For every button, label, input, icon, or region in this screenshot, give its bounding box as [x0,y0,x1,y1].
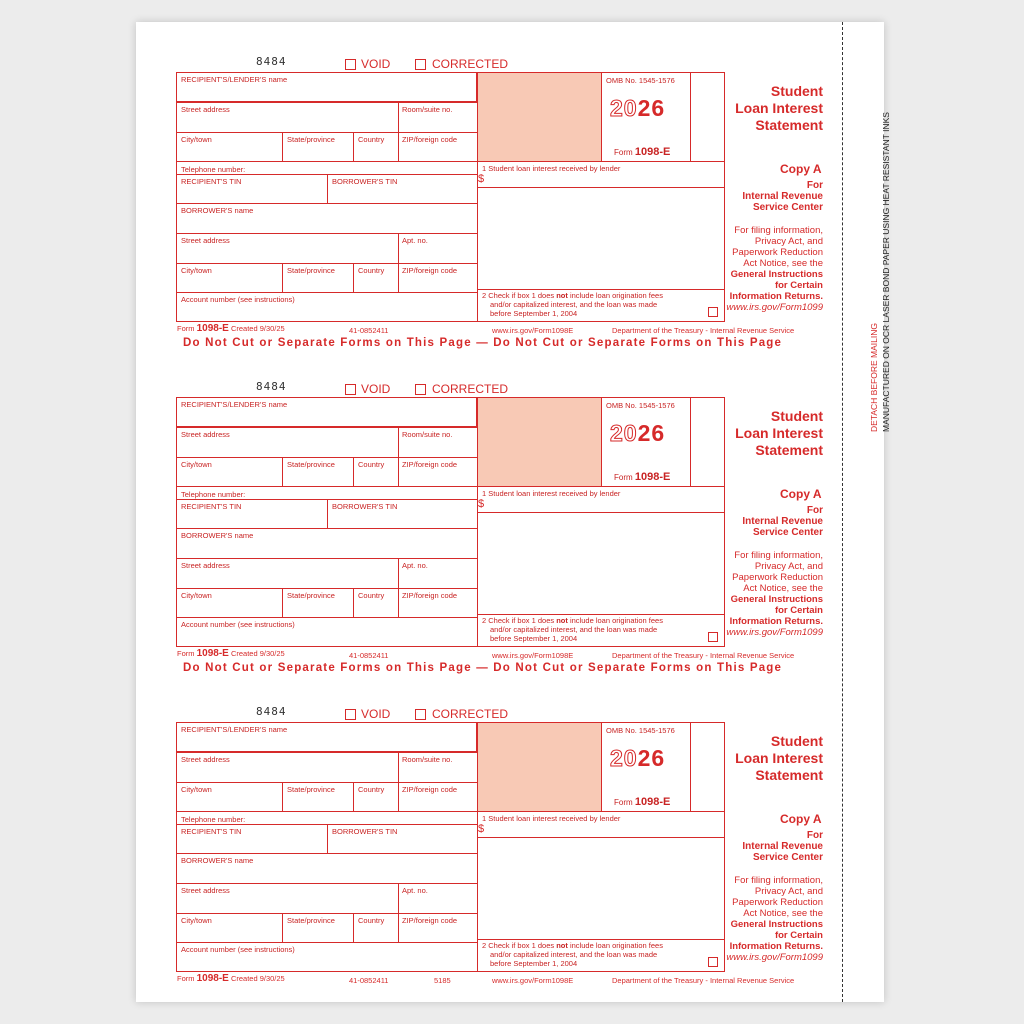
box1-label: 1 Student loan interest received by lender [482,814,621,823]
borrower-country-label: Country [358,591,385,600]
filing-line: Privacy Act, and [754,236,823,247]
room-suite-label: Room/suite no. [402,755,453,764]
filing-line: Privacy Act, and [754,886,823,897]
filing-url: www.irs.gov/Form1099 [726,302,823,313]
footer-ein: 41-0852411 [349,326,389,335]
copy-for [700,505,823,538]
corrected-checkbox[interactable] [415,59,426,70]
form-1098e-copy [0,25,1024,350]
title-line: Loan Interest [735,425,823,441]
recipient-tin-label: RECIPIENT'S TIN [181,502,242,511]
form-code: 8484 [256,55,287,68]
divider [601,397,602,486]
box1-amount-field[interactable] [478,813,724,837]
filing-line: Act Notice, see the [743,908,823,919]
dollar-sign: $ [478,823,485,835]
box1-label: 1 Student loan interest received by lender [482,489,621,498]
omb-number: OMB No. 1545-1576 [606,76,675,85]
divider [398,132,399,161]
box2-label-line3: before September 1, 2004 [490,634,578,643]
divider [690,811,724,812]
recipient-name-field[interactable] [176,72,477,102]
divider [282,132,283,161]
form-code: 8484 [256,705,287,718]
manufacturing-notice: MANUFACTURED ON OCR LASER BOND PAPER USING HEAT RESISTANT INKS [881,112,891,432]
divider [282,913,283,942]
divider [176,263,477,264]
divider [477,187,725,188]
divider [477,289,725,290]
divider [398,752,399,782]
void-label: VOID [361,707,391,721]
divider [176,203,477,204]
recipient-name-label: RECIPIENT'S/LENDER'S name [181,400,288,409]
title-line: Loan Interest [735,100,823,116]
title-line: Student [770,83,823,99]
divider [176,161,724,162]
filing-line: General Instructions [730,269,823,280]
copy-for-line: Internal Revenue [742,516,823,527]
divider [327,174,328,203]
recipient-name-field[interactable] [176,397,477,427]
borrower-zip-label: ZIP/foreign code [402,591,458,600]
apt-label: Apt. no. [402,236,428,245]
form-1098e-copy [0,675,1024,1000]
room-suite-label: Room/suite no. [402,105,453,114]
borrower-street-label: Street address [181,236,230,245]
account-number-label: Account number (see instructions) [181,620,295,629]
divider [690,486,724,487]
borrower-name-label: BORROWER'S name [181,856,254,865]
copy-for-line: Service Center [752,527,823,538]
divider [282,263,283,292]
void-checkbox[interactable] [345,384,356,395]
void-label: VOID [361,382,391,396]
corrected-checkbox[interactable] [415,709,426,720]
filing-line: Information Returns. [729,291,823,302]
form-name-top: Form 1098-E [614,796,671,808]
footer-dept: Department of the Treasury - Internal Revenue Service [612,651,795,660]
tax-year: 2026 [610,420,666,446]
divider [176,913,477,914]
box2-label-line1: 2 Check if box 1 does not include loan origination fees [482,291,663,300]
apt-label: Apt. no. [402,886,428,895]
divider [176,617,477,618]
filing-url: www.irs.gov/Form1099 [726,952,823,963]
filing-info [713,875,823,963]
box2-label-line2: and/or capitalized interest, and the loan was made [490,625,658,634]
divider [398,233,399,263]
filing-info [713,225,823,313]
filing-line: Privacy Act, and [754,561,823,572]
form-title [700,83,823,134]
city-label: City/town [181,460,212,469]
filing-line: Information Returns. [729,616,823,627]
borrower-tin-label: BORROWER'S TIN [332,177,398,186]
title-line: Statement [755,767,823,783]
corrected-label: CORRECTED [432,707,509,721]
footer-dept: Department of the Treasury - Internal Revenue Service [612,976,795,985]
void-label: VOID [361,57,391,71]
borrower-tin-label: BORROWER'S TIN [332,502,398,511]
divider [353,588,354,617]
copy-for [700,830,823,863]
filing-line: Paperwork Reduction [732,572,823,583]
title-line: Statement [755,117,823,133]
street-address-label: Street address [181,105,230,114]
divider [176,811,724,812]
corrected-checkbox[interactable] [415,384,426,395]
box2-label-line1: 2 Check if box 1 does not include loan origination fees [482,616,663,625]
copy-for-line: Internal Revenue [742,841,823,852]
filing-url: www.irs.gov/Form1099 [726,627,823,638]
divider [176,486,724,487]
corrected-label: CORRECTED [432,57,509,71]
divider [398,588,399,617]
borrower-country-label: Country [358,916,385,925]
divider [176,528,477,529]
corrected-label: CORRECTED [432,382,509,396]
shaded-box [478,398,601,486]
box2-label-line2: and/or capitalized interest, and the loan was made [490,950,658,959]
divider [176,292,477,293]
detach-notice: DETACH BEFORE MAILING [869,323,879,432]
divider [282,588,283,617]
form-code: 8484 [256,380,287,393]
recipient-name-field[interactable] [176,722,477,752]
divider [282,782,283,811]
filing-line: for Certain [774,605,823,616]
copy-for-line: Service Center [752,202,823,213]
state-label: State/province [287,460,335,469]
copy-label: Copy A [780,812,822,826]
borrower-city-label: City/town [181,591,212,600]
divider [353,457,354,486]
borrower-street-label: Street address [181,886,230,895]
shaded-box [478,723,601,811]
title-line: Student [770,408,823,424]
country-label: Country [358,785,385,794]
footer-form: Form 1098-E Created 9/30/25 [177,973,285,984]
zip-label: ZIP/foreign code [402,785,458,794]
divider [690,72,691,161]
filing-line: Paperwork Reduction [732,897,823,908]
void-checkbox[interactable] [345,709,356,720]
city-label: City/town [181,135,212,144]
title-line: Statement [755,442,823,458]
divider [398,427,399,457]
divider [176,427,477,428]
dollar-sign: $ [478,173,485,185]
telephone-label: Telephone number: [181,165,246,174]
divider [176,853,477,854]
borrower-state-label: State/province [287,591,335,600]
telephone-label: Telephone number: [181,490,246,499]
footer-url: www.irs.gov/Form1098E [492,326,574,335]
filing-line: Act Notice, see the [743,258,823,269]
divider [353,913,354,942]
divider [176,558,477,559]
borrower-city-label: City/town [181,916,212,925]
divider [398,883,399,913]
footer-form: Form 1098-E Created 9/30/25 [177,323,285,334]
dollar-sign: $ [478,498,485,510]
divider [282,457,283,486]
void-checkbox[interactable] [345,59,356,70]
form-1098e-copy [0,350,1024,675]
recipient-name-label: RECIPIENT'S/LENDER'S name [181,75,288,84]
footer-url: www.irs.gov/Form1098E [492,651,574,660]
divider [176,782,477,783]
borrower-street-label: Street address [181,561,230,570]
filing-line: For filing information, [734,550,823,561]
form-title [700,408,823,459]
filing-line: for Certain [774,930,823,941]
zip-label: ZIP/foreign code [402,135,458,144]
divider [327,824,328,853]
divider [353,782,354,811]
footer-dept: Department of the Treasury - Internal Revenue Service [612,326,795,335]
do-not-cut-notice: Do Not Cut or Separate Forms on This Page — Do Not Cut or Separate Forms on This Page [183,662,783,674]
street-address-label: Street address [181,755,230,764]
form-name-top: Form 1098-E [614,471,671,483]
do-not-cut-notice: Do Not Cut or Separate Forms on This Page — Do Not Cut or Separate Forms on This Page [183,337,783,349]
shaded-box [478,73,601,161]
copy-for-line: For [806,830,823,841]
divider [690,161,724,162]
account-number-label: Account number (see instructions) [181,295,295,304]
footer-ein: 41-0852411 [349,976,389,985]
footer-form: Form 1098-E Created 9/30/25 [177,648,285,659]
filing-line: General Instructions [730,919,823,930]
divider [601,722,602,811]
divider [176,752,477,753]
title-line: Student [770,733,823,749]
box1-amount-field[interactable] [478,488,724,512]
omb-number: OMB No. 1545-1576 [606,726,675,735]
apt-label: Apt. no. [402,561,428,570]
divider [398,457,399,486]
filing-line: Act Notice, see the [743,583,823,594]
box1-amount-field[interactable] [478,163,724,187]
divider [690,722,691,811]
filing-line: For filing information, [734,875,823,886]
form-name-top: Form 1098-E [614,146,671,158]
filing-line: Paperwork Reduction [732,247,823,258]
filing-line: General Instructions [730,594,823,605]
borrower-tin-label: BORROWER'S TIN [332,827,398,836]
tax-year: 2026 [610,745,666,771]
divider [398,102,399,132]
divider [477,512,725,513]
divider [176,457,477,458]
divider [327,499,328,528]
divider [176,132,477,133]
copy-label: Copy A [780,162,822,176]
recipient-name-label: RECIPIENT'S/LENDER'S name [181,725,288,734]
title-line: Loan Interest [735,750,823,766]
copy-for-line: For [806,180,823,191]
state-label: State/province [287,785,335,794]
footer-cat-no: 5185 [434,976,451,985]
copy-label: Copy A [780,487,822,501]
borrower-state-label: State/province [287,916,335,925]
borrower-city-label: City/town [181,266,212,275]
divider [176,233,477,234]
copy-for-line: Service Center [752,852,823,863]
borrower-state-label: State/province [287,266,335,275]
telephone-label: Telephone number: [181,815,246,824]
copy-for-line: For [806,505,823,516]
account-number-label: Account number (see instructions) [181,945,295,954]
filing-line: For filing information, [734,225,823,236]
filing-line: for Certain [774,280,823,291]
borrower-zip-label: ZIP/foreign code [402,266,458,275]
divider [398,558,399,588]
divider [176,942,477,943]
box2-label-line3: before September 1, 2004 [490,959,578,968]
copy-for [700,180,823,213]
divider [176,102,477,103]
divider [398,263,399,292]
box2-label-line2: and/or capitalized interest, and the loan was made [490,300,658,309]
divider [176,588,477,589]
tax-year: 2026 [610,95,666,121]
city-label: City/town [181,785,212,794]
omb-number: OMB No. 1545-1576 [606,401,675,410]
zip-label: ZIP/foreign code [402,460,458,469]
footer-ein: 41-0852411 [349,651,389,660]
copy-for-line: Internal Revenue [742,191,823,202]
box2-label-line3: before September 1, 2004 [490,309,578,318]
box2-label-line1: 2 Check if box 1 does not include loan origination fees [482,941,663,950]
footer-url: www.irs.gov/Form1098E [492,976,574,985]
box1-label: 1 Student loan interest received by lender [482,164,621,173]
filing-info [713,550,823,638]
borrower-country-label: Country [358,266,385,275]
divider [477,614,725,615]
divider [690,397,691,486]
street-address-label: Street address [181,430,230,439]
form-title [700,733,823,784]
divider [353,132,354,161]
divider [176,883,477,884]
borrower-name-label: BORROWER'S name [181,206,254,215]
borrower-zip-label: ZIP/foreign code [402,916,458,925]
country-label: Country [358,460,385,469]
filing-line: Information Returns. [729,941,823,952]
divider [398,913,399,942]
recipient-tin-label: RECIPIENT'S TIN [181,827,242,836]
divider [477,837,725,838]
divider [477,939,725,940]
divider [353,263,354,292]
recipient-tin-label: RECIPIENT'S TIN [181,177,242,186]
divider [398,782,399,811]
divider [601,72,602,161]
room-suite-label: Room/suite no. [402,430,453,439]
borrower-name-label: BORROWER'S name [181,531,254,540]
state-label: State/province [287,135,335,144]
country-label: Country [358,135,385,144]
